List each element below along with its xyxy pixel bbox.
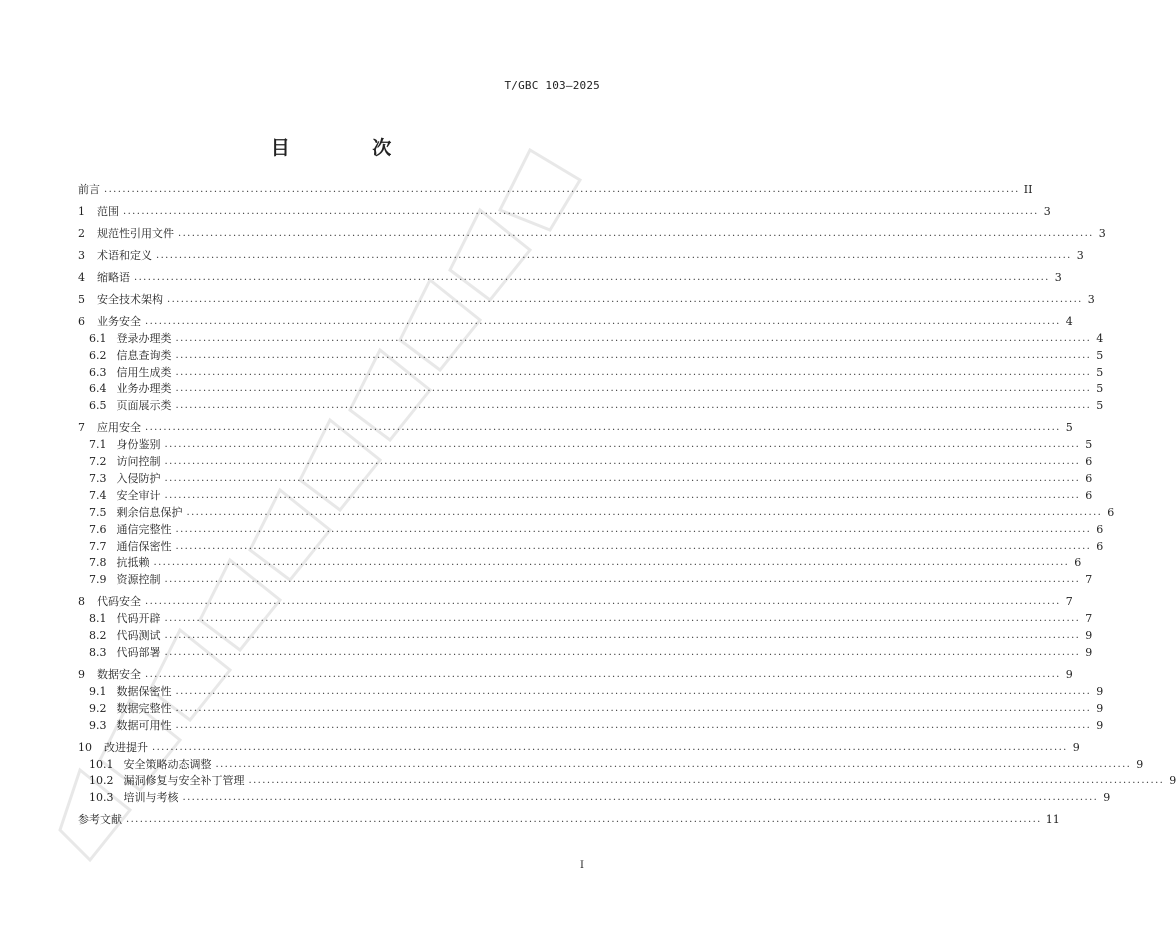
toc-entry-page: 5	[1085, 438, 1093, 452]
toc-entry-number: 7.7	[89, 539, 107, 553]
toc-entry-number: 8.3	[89, 646, 107, 660]
toc-leader-dots: ........................................................................................................................................................................................................	[248, 775, 1165, 787]
toc-entry-number: 6.5	[89, 399, 107, 413]
toc-entry-page: 6	[1107, 505, 1115, 519]
toc-entry-label: 访问控制	[116, 455, 161, 469]
toc-entry-page: 3	[1087, 292, 1095, 306]
toc-entry-label: 入侵防护	[116, 472, 161, 486]
toc-entry-page: 3	[1098, 226, 1106, 240]
toc-entry-number: 7.9	[89, 573, 107, 587]
toc-leader-dots: ........................................................................................................................................................................................................	[145, 596, 1061, 608]
toc-leader-dots: ........................................................................................................................................................................................................	[164, 574, 1081, 586]
toc-entry-label: 代码开辟	[116, 612, 161, 626]
toc-entry-number: 9	[78, 668, 85, 682]
toc-entry-label: 业务安全	[97, 314, 141, 328]
toc-leader-dots: ........................................................................................................................................................................................................	[104, 183, 1020, 195]
toc-leader-dots: ........................................................................................................................................................................................................	[175, 685, 1092, 697]
toc-entry[interactable]	[78, 643, 1093, 660]
toc-entry-label: 安全审计	[116, 488, 161, 502]
toc-entry-number: 10	[78, 740, 92, 754]
toc-entry-number: 7.8	[89, 556, 107, 570]
toc-entry-number: 6.2	[89, 348, 107, 362]
toc-entry-page: 9	[1085, 629, 1093, 643]
toc-entry[interactable]	[78, 413, 1073, 435]
toc-entry-number: 1	[78, 204, 85, 218]
toc-leader-dots: ........................................................................................................................................................................................................	[134, 271, 1050, 283]
toc-entry[interactable]	[78, 329, 1104, 346]
toc-entry-number: 2	[78, 226, 85, 240]
toc-entry-number: 6.1	[89, 331, 107, 345]
toc-entry[interactable]	[78, 285, 1095, 307]
toc-entry-page: 3	[1076, 248, 1084, 262]
toc-entry-page: 6	[1074, 556, 1082, 570]
toc-entry-number: 10.2	[89, 774, 114, 788]
toc-entry-page: 9	[1065, 668, 1073, 682]
toc-leader-dots: ........................................................................................................................................................................................................	[126, 814, 1042, 826]
toc-entry-number: 9.3	[89, 718, 107, 732]
toc-leader-dots: ........................................................................................................................................................................................................	[164, 489, 1081, 501]
toc-entry-page: 3	[1054, 270, 1062, 284]
toc-entry-page: 9	[1072, 740, 1080, 754]
toc-entry-label: 代码部署	[116, 646, 161, 660]
toc-leader-dots: ........................................................................................................................................................................................................	[175, 349, 1092, 361]
toc-entry[interactable]	[78, 570, 1093, 587]
toc-entry-page: 6	[1096, 539, 1104, 553]
toc-entry[interactable]	[78, 660, 1073, 682]
toc-leader-dots: ........................................................................................................................................................................................................	[123, 205, 1039, 217]
toc-entry-number: 7.5	[89, 505, 107, 519]
toc-leader-dots: ........................................................................................................................................................................................................	[156, 249, 1072, 261]
table-of-contents	[78, 180, 1176, 827]
page-title: 目 次	[270, 137, 430, 159]
toc-entry[interactable]	[78, 363, 1104, 380]
toc-entry-label: 安全策略动态调整	[123, 757, 212, 771]
toc-entry-label: 抗抵赖	[116, 556, 150, 570]
toc-entry-number: 7.2	[89, 455, 107, 469]
toc-entry-page: 5	[1065, 421, 1073, 435]
toc-entry[interactable]	[78, 537, 1104, 554]
toc-entry-number: 8.2	[89, 629, 107, 643]
toc-entry-number: 7.3	[89, 472, 107, 486]
toc-leader-dots: ........................................................................................................................................................................................................	[215, 758, 1132, 770]
toc-entry-page: 7	[1085, 612, 1093, 626]
toc-leader-dots: ........................................................................................................................................................................................................	[175, 400, 1092, 412]
toc-entry-page: 9	[1103, 791, 1111, 805]
toc-entry-label: 资源控制	[116, 573, 161, 587]
toc-entry[interactable]	[78, 307, 1073, 329]
toc-entry-label: 数据保密性	[116, 684, 172, 698]
toc-leader-dots: ........................................................................................................................................................................................................	[175, 383, 1092, 395]
toc-entry-page: 9	[1096, 718, 1104, 732]
toc-entry-number: 3	[78, 248, 85, 262]
document-code: T/GBC 103—2025	[504, 79, 600, 92]
toc-entry-label: 参考文献	[78, 813, 122, 827]
toc-entry-label: 代码安全	[97, 595, 141, 609]
toc-entry[interactable]	[78, 788, 1111, 805]
toc-leader-dots: ........................................................................................................................................................................................................	[175, 523, 1092, 535]
toc-entry-number: 10.1	[89, 757, 114, 771]
toc-entry[interactable]	[78, 520, 1104, 537]
toc-entry[interactable]	[78, 263, 1062, 285]
toc-entry-label: 通信保密性	[116, 539, 172, 553]
toc-leader-dots: ........................................................................................................................................................................................................	[175, 719, 1092, 731]
toc-entry-page: 6	[1085, 488, 1093, 502]
toc-leader-dots: ........................................................................................................................................................................................................	[164, 630, 1081, 642]
toc-entry-number: 10.3	[89, 791, 114, 805]
toc-entry-number: 6	[78, 314, 85, 328]
toc-entry-number: 7	[78, 421, 85, 435]
toc-entry-label: 术语和定义	[97, 248, 152, 262]
toc-entry-number: 7.4	[89, 488, 107, 502]
toc-entry-label: 业务办理类	[116, 382, 172, 396]
toc-entry-label: 范围	[97, 204, 119, 218]
toc-entry[interactable]	[78, 197, 1051, 219]
toc-leader-dots: ........................................................................................................................................................................................................	[175, 332, 1092, 344]
toc-leader-dots: ........................................................................................................................................................................................................	[164, 647, 1081, 659]
toc-entry-number: 4	[78, 270, 85, 284]
toc-entry-label: 剩余信息保护	[116, 505, 183, 519]
toc-leader-dots: ........................................................................................................................................................................................................	[164, 473, 1081, 485]
toc-leader-dots: ........................................................................................................................................................................................................	[186, 506, 1103, 518]
toc-entry-page: 9	[1096, 701, 1104, 715]
toc-entry-label: 培训与考核	[123, 791, 179, 805]
toc-entry-number: 8.1	[89, 612, 107, 626]
toc-entry-number: 6.3	[89, 365, 107, 379]
toc-entry[interactable]	[78, 554, 1082, 571]
toc-entry-page: 6	[1085, 472, 1093, 486]
toc-entry-number: 9.2	[89, 701, 107, 715]
toc-entry[interactable]	[78, 180, 1033, 197]
toc-entry-page: 9	[1136, 757, 1144, 771]
toc-leader-dots: ........................................................................................................................................................................................................	[182, 792, 1099, 804]
page-number: I	[580, 860, 584, 871]
toc-entry-label: 改进提升	[104, 740, 148, 754]
toc-entry-page: 4	[1096, 331, 1104, 345]
toc-entry[interactable]	[78, 346, 1104, 363]
toc-leader-dots: ........................................................................................................................................................................................................	[175, 702, 1092, 714]
toc-entry-page: 5	[1096, 365, 1104, 379]
toc-entry[interactable]	[78, 609, 1093, 626]
toc-entry-label: 身份鉴别	[116, 438, 161, 452]
toc-entry-page: 11	[1045, 813, 1060, 827]
toc-leader-dots: ........................................................................................................................................................................................................	[164, 613, 1081, 625]
toc-entry[interactable]	[78, 241, 1084, 263]
toc-entry-label: 漏洞修复与安全补丁管理	[123, 774, 245, 788]
toc-entry[interactable]	[78, 733, 1080, 755]
toc-entry-label: 代码测试	[116, 629, 161, 643]
toc-entry[interactable]	[78, 626, 1093, 643]
toc-entry-number: 7.6	[89, 522, 107, 536]
toc-entry-page: 7	[1065, 595, 1073, 609]
toc-entry-label: 数据完整性	[116, 701, 172, 715]
toc-entry-page: 6	[1096, 522, 1104, 536]
toc-entry-label: 规范性引用文件	[97, 226, 174, 240]
toc-leader-dots: ........................................................................................................................................................................................................	[145, 422, 1061, 434]
toc-entry-number: 8	[78, 595, 85, 609]
toc-leader-dots: ........................................................................................................................................................................................................	[175, 540, 1092, 552]
toc-entry-page: 3	[1043, 204, 1051, 218]
toc-entry-label: 信息查询类	[116, 348, 172, 362]
toc-leader-dots: ........................................................................................................................................................................................................	[164, 439, 1081, 451]
toc-entry-number: 6.4	[89, 382, 107, 396]
toc-entry[interactable]	[78, 503, 1115, 520]
toc-entry-page: 9	[1169, 774, 1176, 788]
toc-entry-label: 登录办理类	[116, 331, 172, 345]
toc-entry[interactable]	[78, 452, 1093, 469]
toc-entry-page: II	[1023, 182, 1033, 196]
toc-leader-dots: ........................................................................................................................................................................................................	[145, 315, 1061, 327]
toc-leader-dots: ........................................................................................................................................................................................................	[145, 669, 1061, 681]
toc-leader-dots: ........................................................................................................................................................................................................	[152, 741, 1068, 753]
toc-entry-label: 信用生成类	[116, 365, 172, 379]
toc-entry-number: 9.1	[89, 684, 107, 698]
toc-entry[interactable]	[78, 469, 1093, 486]
toc-entry-page: 7	[1085, 573, 1093, 587]
toc-entry[interactable]	[78, 755, 1144, 772]
toc-leader-dots: ........................................................................................................................................................................................................	[178, 227, 1094, 239]
toc-entry-label: 数据可用性	[116, 718, 172, 732]
toc-entry-label: 缩略语	[97, 270, 130, 284]
toc-entry[interactable]	[78, 587, 1073, 609]
toc-leader-dots: ........................................................................................................................................................................................................	[153, 557, 1070, 569]
toc-entry[interactable]	[78, 435, 1093, 452]
toc-leader-dots: ........................................................................................................................................................................................................	[167, 293, 1083, 305]
toc-entry-label: 前言	[78, 182, 100, 196]
toc-leader-dots: ........................................................................................................................................................................................................	[175, 366, 1092, 378]
toc-entry[interactable]	[78, 772, 1176, 789]
toc-entry[interactable]	[78, 682, 1104, 699]
toc-entry-number: 5	[78, 292, 85, 306]
toc-entry[interactable]	[78, 219, 1106, 241]
toc-entry[interactable]	[78, 716, 1104, 733]
toc-leader-dots: ........................................................................................................................................................................................................	[164, 456, 1081, 468]
toc-entry-label: 通信完整性	[116, 522, 172, 536]
toc-entry-label: 页面展示类	[116, 399, 172, 413]
toc-entry-page: 9	[1085, 646, 1093, 660]
toc-entry[interactable]	[78, 396, 1104, 413]
toc-entry-label: 数据安全	[97, 668, 141, 682]
toc-entry-number: 7.1	[89, 438, 107, 452]
toc-entry[interactable]	[78, 805, 1060, 827]
toc-entry-page: 5	[1096, 382, 1104, 396]
toc-entry[interactable]	[78, 486, 1093, 503]
toc-entry-page: 5	[1096, 348, 1104, 362]
toc-entry-label: 安全技术架构	[97, 292, 163, 306]
toc-entry-page: 6	[1085, 455, 1093, 469]
toc-entry-label: 应用安全	[97, 421, 141, 435]
toc-entry[interactable]	[78, 699, 1104, 716]
toc-entry-page: 4	[1065, 314, 1073, 328]
toc-entry-page: 5	[1096, 399, 1104, 413]
toc-entry[interactable]	[78, 380, 1104, 397]
toc-entry-page: 9	[1096, 684, 1104, 698]
